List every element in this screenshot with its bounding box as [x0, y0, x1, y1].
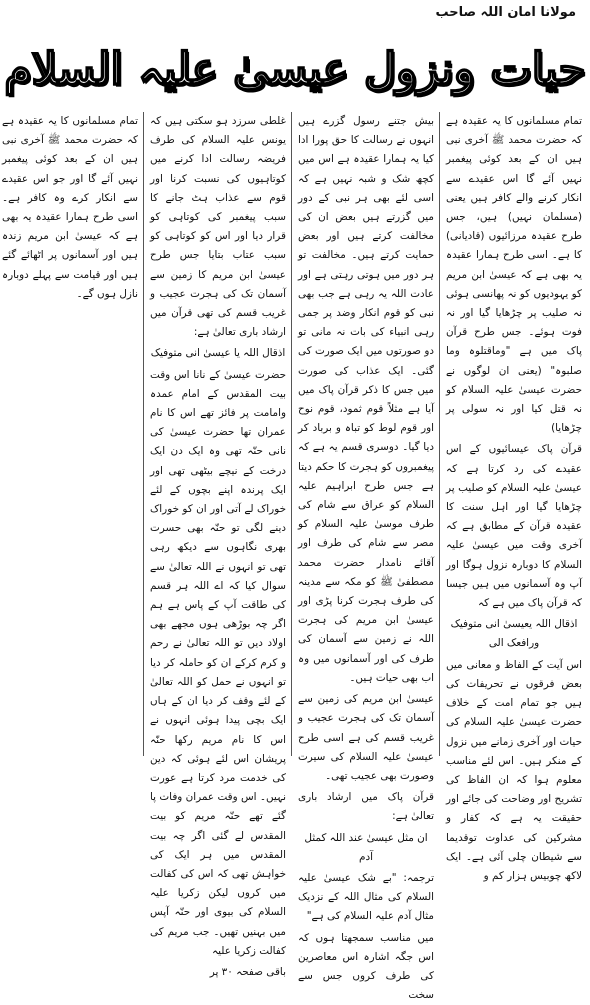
- paragraph: ترجمہ: "بے شک عیسیٰ علیہ السلام کی مثال اللہ کے نزدیک مثال آدم علیہ السلام کی ہے": [298, 871, 434, 923]
- continued-note: باقی صفحہ ۳۰ پر: [209, 965, 286, 978]
- paragraph: اس آیت کے الفاظ و معانی میں بعض فرقوں نے تحریفات کی ہیں جو تمام امت کے خلاف حضرت عیسیٰ علیہ السلام کی حیات اور آخری زمانے میں نزول کے منکر ہیں۔ اس لئے مناسب معلوم ہوا کہ ان الفاظ کی تشریح اور وضاحت کی جائے اور حقیقت یہ ہے کہ کفار و مشرکین کی عداوت توقدیما سے شیطان چلی آئی ہے۔ ایک لاکھ چوبیس ہزار کم و: [446, 658, 582, 882]
- paragraph: بیش جتنے رسول گزرے ہیں انہوں نے رسالت کا حق پورا ادا کیا یہ ہمارا عقیدہ ہے اس میں کچھ شک و شبہ نہیں ہے کہ اسی لئے بھی ہر نبی کے دور میں گزرتے ہیں بعض ان کی مخالفت کرتے ہیں اور بعض حمایت کرتے ہیں۔ مخالفت تو ہر دور میں ہوتی رہتی ہے اور عادت اللہ یہ رہی ہے جب بھی نبی کو قوم انکار وضد پر جمی رہی انبیاء کی بات نہ مانی تو دو صورتوں میں ایک صورت کی گئی۔ ایک عذاب کی صورت میں جس کا ذکر قرآن پاک میں آیا ہے مثلاً قوم ثمود، قوم نوح اور قوم لوط کو تباہ و برباد کر دیا گیا۔ دوسری قسم یہ ہے کہ پیغمبروں کو ہجرت کا حکم دیتا ہے جس طرح ابراہیم علیہ السلام کو عراق سے شام کی طرف موسیٰ علیہ السلام کو مصر سے شام کی طرف اور آقائے نامدار حضرت محمد مصطفیٰ ﷺ کو مکہ سے مدینہ کی طرف ہجرت کرنا پڑی اور عیسیٰ ابن مریم کی ہجرت اللہ نے زمین سے آسمان کی طرف کی اور آسمانوں میں وہ اب بھی حیات ہیں۔: [298, 115, 434, 684]
- paragraph: قرآن پاک عیسائیوں کے اس عقیدے کی رد کرتا ہے کہ عیسیٰ علیہ السلام کو صلیب پر چڑھایا گیا اور اہل سنت کا عقیدہ قرآن کے مطابق ہے کہ آخری وقت میں عیسیٰ علیہ السلام کا دوبارہ نزول ہوگا اور آپ وہ آسمانوں میں ہیں جیسا کہ قرآن پاک میں ہے کہ: [446, 443, 582, 610]
- column-4: [2, 112, 138, 756]
- column-1: [446, 112, 582, 882]
- quranic-verse: اذقال اللہ یعیسیٰ انی متوفیک ورافعک الی: [450, 618, 578, 650]
- paragraph: تمام مسلمانوں کا یہ عقیدہ ہے کہ حضرت محمد ﷺ آخری نبی ہیں ان کے بعد کوئی پیغمبر نہیں آئے گا اس عقیدے سے انکار کرنے والے کافر ہیں یعنی (مسلمان نہیں) ہیں، جس طرح عقیدہ مرزائیوں (قادیانی) کا ہے۔ اسی طرح ہمارا عقیدہ یہ بھی ہے کہ عیسیٰ ابن مریم کو یہودیوں کو نہ پھانسی ہوئی نہ صلیب پر چڑھایا گیا اور نہ فوت ہوئے۔ جس طرح قرآن پاک میں ہے "وماقتلوہ وما صلبوہ" (یعنی ان لوگوں نے حضرت عیسیٰ علیہ السلام کو نہ قتل کیا اور نہ سولی پر چڑھایا): [446, 115, 582, 435]
- paragraph: قرآن پاک میں ارشاد باری تعالیٰ ہے:: [298, 791, 434, 823]
- column-divider: [143, 112, 144, 756]
- author-byline: مولانا امان اللہ صاحب: [435, 5, 576, 20]
- paragraph: عیسیٰ ابن مریم کی زمین سے آسمان تک کی ہجرت عجیب و غریب قسم کی ہے اسی طرح عیسیٰ علیہ السلام کی سیرت وصورت بھی عجیب تھی۔: [298, 693, 434, 782]
- column-3: [150, 112, 286, 978]
- paragraph: حضرت عیسیٰ کے نانا اس وقت بیت المقدس کے امام عمدہ وامامت پر فائز تھے اس کا نام عمران تھا حضرت عیسیٰ کی نانی حنّہ تھی وہ ایک دن ایک درخت کے نیچے بیٹھی تھی اور ایک پرندہ اپنے بچوں کے لئے خوراک لے آتی اور ان کو خوراک دینے لگی تو حنّہ بھی حسرت بھری نگاہوں سے دیکھ رہی تھی تو انہوں نے اللہ تعالیٰ سے سوال کیا کہ اے اللہ ہر قسم کی طاقت آپ کے پاس ہے ہم اگر چہ بوڑھی ہوں مجھے بھی اولاد دیں تو اللہ تعالیٰ نے رحم و کرم کرکے ان کو حاملہ کر دیا تو انہوں نے حمل کو اللہ تعالیٰ کے لئے وقف کر دیا ان کے ہاں ایک بچی پیدا ہوئی انہوں نے اس کا نام مریم رکھا حنّہ پریشان اس لئے ہوئی کہ دین کی خدمت مرد کرتا ہے عورت نہیں۔ اس وقت عمران وفات پا گئے تھے حنّہ مریم کو بیت المقدس لے گئی اگر چہ بیت المقدس میں ہر ایک کی خواہش تھی کہ اس کی کفالت میں کروں لیکن زکریا علیہ السلام کی بیوی اور حنّہ آپس میں بہنیں تھیں۔ جب مریم کی کفالت زکریا علیہ: [150, 368, 286, 957]
- article-title: حیات ونزول عیسیٰ علیہ السلام: [4, 44, 586, 95]
- paragraph: میں مناسب سمجھتا ہوں کہ اس جگہ اشارہ اس معاصرین کی طرف کروں جس سے سخت: [298, 931, 434, 1002]
- paragraph: تمام مسلمانوں کا یہ عقیدہ ہے کہ حضرت محمد ﷺ آخری نبی ہیں ان کے بعد کوئی پیغمبر نہیں آئے گا اور جو اس عقیدے سے انکار کرے وہ کافر ہے۔ اسی طرح ہمارا عقیدہ یہ بھی ہے کہ عیسیٰ ابن مریم زندہ ہیں اور آسمانوں پر اٹھائے گئے ہیں اور قیامت سے پہلے دوبارہ نازل ہوں گے۔: [2, 115, 138, 300]
- column-2: [298, 112, 434, 1002]
- paragraph: غلطی سرزد ہو سکتی ہیں کہ یونس علیہ السلام کی طرف فریضہ رسالت ادا کرنے میں کوتاہیوں کی نسبت کرنا اور قوم سے عذاب ہٹ جانے کا سبب پیغمبر کی کوتاہی کو قرار دیا اور اس کو کوتاہی کو سبب عتاب بتایا جس طرح عیسیٰ ابن مریم کا زمین سے آسمان تک کی ہجرت عجیب و غریب قسم کی تھی قرآن میں ارشاد باری تعالیٰ ہے:: [150, 115, 286, 339]
- column-divider: [439, 112, 440, 756]
- article-body: [2, 112, 582, 1002]
- quranic-verse: ان مثل عیسیٰ عند اللہ کمثل آدم: [304, 831, 428, 863]
- quranic-verse: اذقال اللہ یا عیسیٰ انی متوفیک: [150, 347, 286, 360]
- column-divider: [291, 112, 292, 756]
